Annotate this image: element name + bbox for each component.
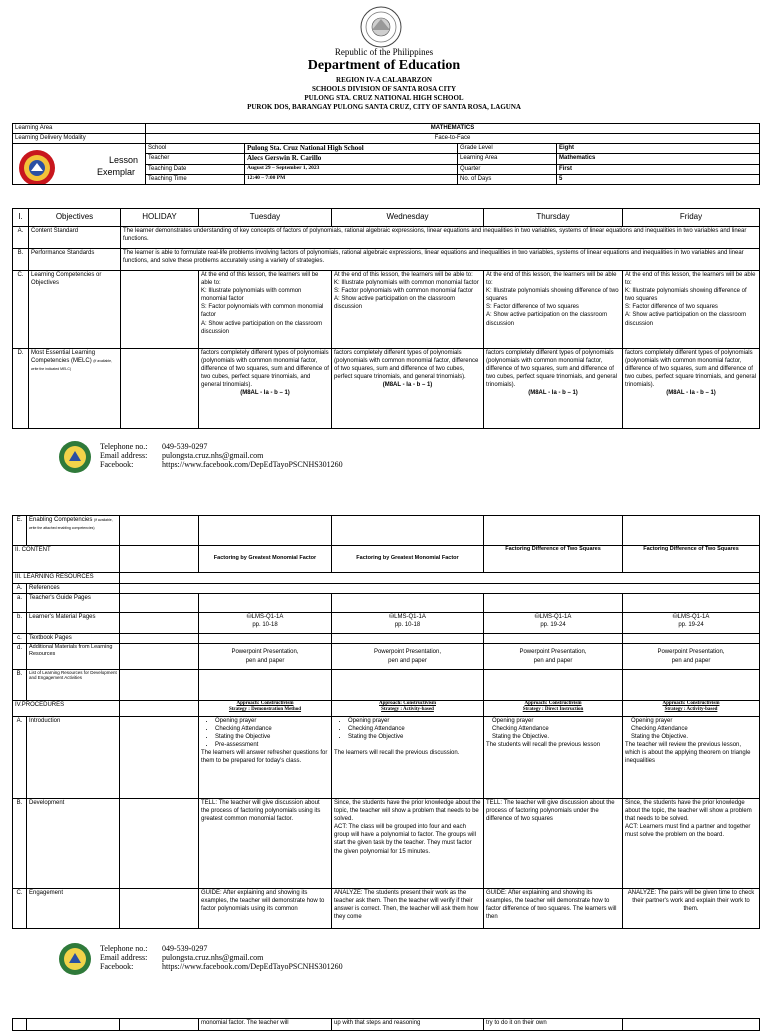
grade-label: Grade Level	[458, 144, 557, 154]
footer-contacts	[100, 442, 343, 469]
school-seal-logo	[17, 149, 57, 184]
telephone-value: 049-539-0297	[162, 442, 208, 451]
empty-cell	[332, 594, 484, 613]
add-line1: Powerpoint Presentation,	[231, 649, 299, 656]
additional-label: Additional Materials from Learning Resources	[27, 644, 120, 670]
email-link[interactable]: pulongsta.cruz.nhs@gmail.com	[162, 451, 264, 460]
empty-cell	[623, 1019, 760, 1031]
empty-cell	[27, 1019, 120, 1031]
facebook-label: Facebook:	[100, 962, 134, 971]
exemplar-label: Exemplar	[97, 167, 136, 177]
continuation-tuesday: monomial factor. The teacher will	[199, 1019, 332, 1031]
deped-seal-logo	[358, 6, 404, 48]
textbook-label: Textbook Pages	[27, 634, 120, 644]
melc-label-cell	[29, 349, 121, 429]
school-value: Pulong Sta. Cruz National High School	[245, 144, 458, 154]
development-tuesday: TELL: The teacher will give discussion about the process of factoring polynomials using its greatest common monomial factor.	[199, 799, 332, 889]
empty-cell	[120, 670, 199, 701]
content-wednesday: Factoring by Greatest Monomial Factor	[332, 546, 484, 573]
add-friday	[623, 644, 760, 670]
lm-thursday	[484, 613, 623, 634]
content-label: II. CONTENT	[13, 546, 120, 573]
modality-value: Face-to-Face	[146, 134, 760, 144]
approach-thursday: Approach: Constructivism Strategy : Direct Instruction	[484, 701, 623, 717]
references-num: A.	[13, 584, 27, 594]
add-line1: Powerpoint Presentation,	[373, 649, 442, 656]
learning-area-value: MATHEMATICS	[146, 124, 760, 134]
holiday-cell	[121, 271, 199, 349]
continuation-table	[12, 1018, 760, 1031]
add-line2: pen and paper	[533, 657, 573, 664]
empty-cell	[332, 670, 484, 701]
empty-cell	[623, 594, 760, 613]
list-item: • Stating the Objective.	[492, 733, 620, 741]
empty-cell	[120, 1019, 199, 1031]
lm-pages: pp. 10-18	[252, 622, 278, 629]
list-item: • Opening prayer	[215, 717, 329, 725]
melc-text: factors completely different types of polynomials (polynomials with common monomial factor, difference of two squares, sum and difference of two cubes, perfect square trinomials, and general trinomials).	[334, 350, 479, 381]
melc-friday	[623, 349, 760, 429]
intro-thursday	[484, 717, 623, 799]
header-department: Department of Education	[307, 58, 461, 73]
intro-friday	[623, 717, 760, 799]
melc-wednesday	[332, 349, 484, 429]
telephone-label: Telephone no.:	[100, 442, 148, 451]
lesson-info-table	[12, 123, 760, 185]
time-value: 12:40 – 7:00 PM	[245, 174, 458, 184]
thursday-heading: Thursday	[484, 209, 623, 227]
list-item: • Opening prayer	[348, 717, 481, 725]
engagement-label: Engagement	[27, 889, 120, 929]
header-republic: Republic of the Philippines	[334, 47, 434, 57]
engagement-friday: ANALYZE: The pairs will be given time to check their partner's work and explain their work to them.	[623, 889, 760, 929]
empty-cell	[199, 634, 332, 644]
competencies-label: Learning Competencies or Objectives	[29, 271, 121, 349]
empty-cell	[120, 516, 199, 546]
add-tuesday	[199, 644, 332, 670]
melc-thursday	[484, 349, 623, 429]
content-standard-num: A.	[13, 227, 29, 249]
empty-cell	[484, 634, 623, 644]
quarter-label: Quarter	[458, 164, 557, 174]
friday-heading: Friday	[623, 209, 760, 227]
enabling-num: E.	[13, 516, 27, 546]
objectives-num: I.	[13, 209, 29, 227]
intro-label: Introduction	[27, 717, 120, 799]
competencies-num: C.	[13, 271, 29, 349]
lesson-label: Lesson	[109, 155, 139, 165]
lm-wednesday	[332, 613, 484, 634]
empty-cell	[484, 516, 623, 546]
empty-cell	[199, 670, 332, 701]
time-label: Teaching Time	[146, 174, 245, 184]
days-label: No. of Days	[458, 174, 557, 184]
empty-cell	[623, 670, 760, 701]
telephone-label: Telephone no.:	[100, 944, 148, 953]
footer-contacts	[100, 944, 343, 971]
lm-tuesday	[199, 613, 332, 634]
empty-cell	[120, 644, 199, 670]
add-thursday	[484, 644, 623, 670]
procedures-label: IV.PROCEDURES	[13, 701, 120, 717]
lm-pages: pp. 19-24	[678, 622, 704, 629]
email-link[interactable]: pulongsta.cruz.nhs@gmail.com	[162, 953, 264, 962]
continuation-thursday: try to do it on their own	[484, 1019, 623, 1031]
empty-cell	[484, 594, 623, 613]
tuesday-heading: Tuesday	[199, 209, 332, 227]
empty-cell	[120, 799, 199, 889]
list-item: • Stating the Objective	[215, 733, 329, 741]
melc-text: factors completely different types of polynomials (polynomials with common monomial factor, difference of two squares, sum and difference of two cubes, perfect square trinomials, and general trinomials).	[201, 350, 329, 389]
development-wednesday: Since, the students have the prior knowledge about the topic, the teacher will show a problem that needs to be solved. ACT: The class will be grouped into four and each group will have a polynomial to factor. The groups will start the given task by the teacher. They must factor the given polynomial for 15 minutes.	[332, 799, 484, 889]
objectives-heading: Objectives	[29, 209, 121, 227]
intro-tuesday	[199, 717, 332, 799]
melc-tuesday	[199, 349, 332, 429]
performance-standard-label: Performance Standards	[29, 249, 121, 271]
engagement-num: C.	[13, 889, 27, 929]
date-value: August 29 – September 1, 2023	[245, 164, 458, 174]
empty-cell	[120, 573, 760, 584]
add-wednesday	[332, 644, 484, 670]
header-school: PULONG STA. CRUZ NATIONAL HIGH SCHOOL	[304, 94, 464, 102]
date-label: Teaching Date	[146, 164, 245, 174]
learners-material-num: b.	[13, 613, 27, 634]
continuation-wednesday: up with that steps and reasoning	[332, 1019, 484, 1031]
intro-num: A.	[13, 717, 27, 799]
list-item: • Stating the Objective	[348, 733, 481, 741]
learners-material-label: Learner's Material Pages	[27, 613, 120, 634]
holiday-cell-melc	[121, 349, 199, 429]
content-standard-text: The learner demonstrates understanding of key concepts of factors of polynomials, rational algebraic expressions, linear equations and inequalities in two variables, systems of linear equations and inequalities in two variables and linear functions.	[121, 227, 760, 249]
teacher-label: Teacher	[146, 154, 245, 164]
melc-label: Most Essential Learning Competencies (MELC)	[31, 350, 96, 365]
procedures-table	[12, 515, 760, 929]
grade-value: Eight	[557, 144, 760, 154]
textbook-num: c.	[13, 634, 27, 644]
holiday-heading: HOLIDAY	[121, 209, 199, 227]
content-tuesday: Factoring by Greatest Monomial Factor	[199, 546, 332, 573]
email-label: Email address:	[100, 953, 148, 962]
quarter-value: First	[557, 164, 760, 174]
list-item: • Pre-assessment	[215, 741, 329, 749]
empty-cell	[13, 1019, 27, 1031]
approach-tuesday: Approach: Constructivism Strategy : Demonstration Method	[199, 701, 332, 717]
list-item: • Checking Attendance	[492, 725, 620, 733]
empty-cell	[199, 594, 332, 613]
lm-pages: pp. 19-24	[540, 622, 566, 629]
list-item: • Opening prayer	[631, 717, 757, 725]
header-region: REGION IV-A CALABARZON	[336, 76, 432, 84]
melc-code: (M8AL - Ia - b – 1)	[666, 390, 716, 397]
teachers-guide-num: a.	[13, 594, 27, 613]
development-label: Development	[27, 799, 120, 889]
enabling-label: Enabling Competencies	[29, 517, 93, 523]
list-item: • Checking Attendance	[631, 725, 757, 733]
teachers-guide-label: Teacher's Guide Pages	[27, 594, 120, 613]
development-friday: Since, the students have the prior knowledge about the topic, the teacher will show a problem that needs to be solved. ACT: Learners must find a partner and together must solve the problem on the board.	[623, 799, 760, 889]
facebook-label: Facebook:	[100, 460, 134, 469]
add-line1: Powerpoint Presentation,	[657, 649, 725, 656]
empty-cell	[120, 634, 199, 644]
objectives-table	[12, 208, 760, 429]
school-label: School	[146, 144, 245, 154]
empty-cell	[120, 717, 199, 799]
engagement-thursday: GUIDE: After explaining and showing its examples, the teacher will demonstrate how to factor difference of two squares. The learners will then	[484, 889, 623, 929]
empty-cell	[120, 889, 199, 929]
intro-text: The learners will answer refresher questions for them to be prepared for today's class.	[201, 750, 328, 765]
list-item: • Stating the Objective.	[631, 733, 757, 741]
header-division: SCHOOLS DIVISION OF SANTA ROSA CITY	[311, 85, 457, 93]
melc-code: (M8AL - Ia - b – 1)	[382, 382, 433, 389]
list-resources-label: List of Learning Resources for Development and Engagement Activities	[27, 670, 120, 701]
references-label: References	[27, 584, 120, 594]
empty-cell	[120, 613, 199, 634]
lm-code: ⛁LMS-Q1-1A	[534, 614, 572, 620]
empty-cell	[332, 634, 484, 644]
lm-code: ⛁LMS-Q1-1A	[246, 614, 284, 620]
performance-standard-text: The learner is able to formulate real-life problems involving factors of polynomials, rational algebraic expressions, linear equations and inequalities in two variables, systems of linear equations and inequalities in two variables and linear functions, and solve these problems accurately using a variety of strategies.	[121, 249, 760, 271]
empty-cell	[484, 670, 623, 701]
performance-standard-num: B.	[13, 249, 29, 271]
empty-cell	[120, 701, 199, 717]
additional-num: d.	[13, 644, 27, 670]
modality-label: Learning Delivery Modality	[13, 134, 146, 144]
competencies-thursday: At the end of this lesson, the learners will be able to: K: Illustrate polynomials showing difference of two squares S: Factor difference of two squares A: Show active participation on the classroom discussion	[484, 271, 623, 349]
intro-list	[201, 717, 329, 749]
school-footer-logo	[58, 942, 92, 976]
melc-code: (M8AL - Ia - b – 1)	[240, 390, 290, 397]
competencies-wednesday: At the end of this lesson, the learners will be able to: K: Illustrate polynomials with common monomial factor S: Factor polynomials with common monomial factor A: Show active participation on the classroom discussion	[332, 271, 484, 349]
approach-wednesday: Approach: Constructivism Strategy : Activity-based	[332, 701, 484, 717]
empty-cell	[120, 584, 760, 594]
list-item: • Checking Attendance	[215, 725, 329, 733]
intro-wednesday	[332, 717, 484, 799]
empty-cell	[623, 516, 760, 546]
melc-text: factors completely different types of polynomials (polynomials with common monomial factor, difference of two squares, sum and difference of two cubes, perfect square trinomials, and general trinomials).	[625, 350, 757, 389]
learning-area-label: Learning Area	[13, 124, 146, 134]
lm-friday	[623, 613, 760, 634]
content-thursday: Factoring Difference of Two Squares	[484, 546, 623, 573]
add-line1: Powerpoint Presentation,	[519, 649, 587, 656]
lm-code: ⛁LMS-Q1-1A	[672, 614, 710, 620]
add-line2: pen and paper	[245, 657, 285, 664]
add-line2: pen and paper	[388, 657, 427, 664]
intro-list	[334, 717, 481, 741]
empty-cell	[332, 516, 484, 546]
teacher-value: Alecs Gerswin R. Carillo	[245, 154, 458, 164]
lm-code: ⛁LMS-Q1-1A	[389, 614, 426, 620]
add-line2: pen and paper	[671, 657, 711, 664]
melc-text: factors completely different types of polynomials (polynomials with common monomial factor, difference of two squares, sum and difference of two cubes, perfect square trinomials, and general trinomials).	[486, 350, 618, 389]
development-num: B.	[13, 799, 27, 889]
list-resources-num: B.	[13, 670, 27, 701]
wednesday-heading: Wednesday	[332, 209, 484, 227]
empty-cell	[120, 546, 199, 573]
telephone-value: 049-539-0297	[162, 944, 208, 953]
approach-friday: Approach: Constructivism Strategy : Activity-based	[623, 701, 760, 717]
list-item: • Checking Attendance	[348, 725, 481, 733]
area-value: Mathematics	[557, 154, 760, 164]
area-label: Learning Area	[458, 154, 557, 164]
content-standard-label: Content Standard	[29, 227, 121, 249]
intro-text: The learners will recall the previous discussion.	[334, 750, 460, 757]
school-footer-logo	[58, 440, 92, 474]
development-thursday: TELL: The teacher will give discussion about the process of factoring polynomials under the difference of two squares	[484, 799, 623, 889]
facebook-link[interactable]: https://www.facebook.com/DepEdTayoPSCNHS301260	[162, 460, 343, 469]
intro-list	[625, 717, 757, 741]
content-friday: Factoring Difference of Two Squares	[623, 546, 760, 573]
intro-list	[486, 717, 620, 741]
engagement-tuesday: GUIDE: After explaining and showing its examples, the teacher will demonstrate how to factor polynomials using its common	[199, 889, 332, 929]
melc-num: D.	[13, 349, 29, 429]
lesson-exemplar-cell	[13, 144, 146, 185]
enabling-label-cell	[27, 516, 120, 546]
intro-text: The teacher will review the previous lesson, which is about the applying theorem on triangle inequalities	[625, 742, 751, 765]
empty-cell	[120, 594, 199, 613]
empty-cell	[623, 634, 760, 644]
melc-code: (M8AL - Ia - b – 1)	[528, 390, 578, 397]
engagement-wednesday: ANALYZE: The students present their work as the teacher ask them. Then the teacher will verify if their answer is correct. Then, the teacher will ask them how they come	[332, 889, 484, 929]
melc-note: (if available, write the indicated MELC)	[31, 359, 113, 372]
resources-label: III. LEARNING RESOURCES	[13, 573, 120, 584]
facebook-link[interactable]: https://www.facebook.com/DepEdTayoPSCNHS301260	[162, 962, 343, 971]
list-item: • Opening prayer	[492, 717, 620, 725]
header-address: PUROK DOS, BARANGAY PULONG SANTA CRUZ, CITY OF SANTA ROSA, LAGUNA	[247, 103, 521, 111]
competencies-friday: At the end of this lesson, the learners will be able to: K: Illustrate polynomials showing difference of two squares S: Factor difference of two squares A: Show active participation on the classroom discussion	[623, 271, 760, 349]
competencies-tuesday: At the end of this lesson, the learners will be able to: K: Illustrate polynomials with common monomial factor S: Factor polynomials with common monomial factor A: Show active participation on the classroom discussion	[199, 271, 332, 349]
lm-pages: pp. 10-18	[394, 622, 421, 629]
days-value: 5	[557, 174, 760, 184]
enabling-note: (if available, write the attached enabling competencies)	[29, 518, 113, 531]
intro-text: The students will recall the previous lesson	[486, 742, 601, 749]
empty-cell	[199, 516, 332, 546]
email-label: Email address:	[100, 451, 148, 460]
